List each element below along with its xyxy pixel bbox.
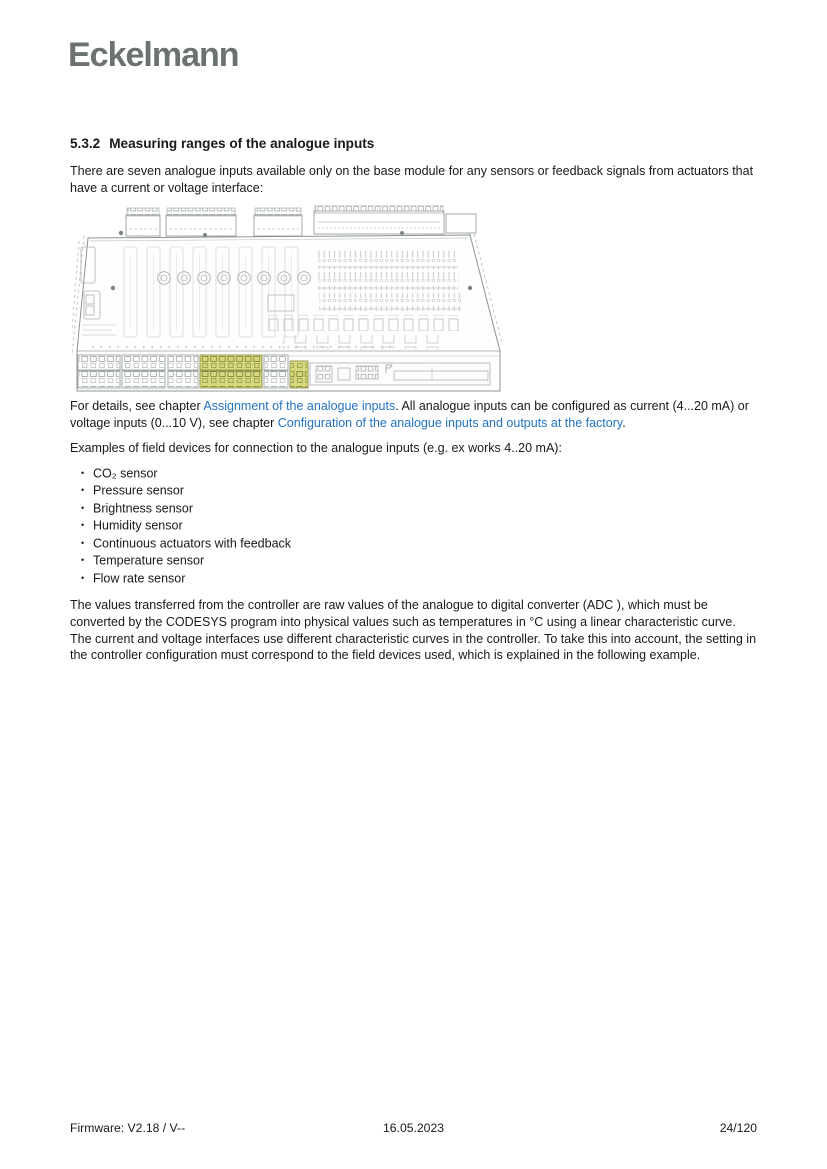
details-text-3: . <box>622 415 626 430</box>
link-assignment-analogue-inputs[interactable]: Assignment of the analogue inputs <box>203 399 396 414</box>
eckelmann-logo: Eckelmann <box>68 36 239 74</box>
list-item-label: Continuous actuators with feedback <box>93 536 292 551</box>
bullet-icon: • <box>81 520 85 531</box>
footer-firmware-version: Firmware: V2.18 / V-- <box>70 1121 186 1135</box>
list-item-label: Temperature sensor <box>93 553 205 568</box>
bullet-icon: • <box>81 485 85 496</box>
section-title: Measuring ranges of the analogue inputs <box>109 136 375 151</box>
list-item <box>81 552 758 570</box>
bullet-icon: • <box>81 537 85 548</box>
controller-diagram-figure <box>72 205 758 395</box>
bullet-icon: • <box>81 572 85 583</box>
bullet-icon: • <box>81 555 85 566</box>
list-item <box>81 465 758 483</box>
list-item <box>81 500 758 518</box>
list-item <box>81 570 758 588</box>
examples-intro-paragraph: Examples of field devices for connection to the analogue inputs (e.g. ex works 4..20 mA): <box>70 441 562 456</box>
top-terminal-connectors <box>126 205 476 236</box>
details-text-2: . All analogue inputs can be configured as current (4...20 mA) or voltage inputs (0...10 V), see chapter <box>70 399 749 430</box>
list-item <box>81 482 758 500</box>
page-footer <box>70 1121 757 1136</box>
section-number: 5.3.2 <box>70 136 101 151</box>
list-item-label: Pressure sensor <box>93 483 185 498</box>
list-item <box>81 535 758 553</box>
bullet-icon: • <box>81 502 85 513</box>
page-content <box>70 136 758 673</box>
list-item-label: Brightness sensor <box>93 501 194 516</box>
bullet-icon: • <box>81 467 85 478</box>
intro-paragraph: There are seven analogue inputs available only on the base module for any sensors or feedback signals from actuators that have a current or voltage interface: <box>70 164 754 195</box>
list-item-label: Flow rate sensor <box>93 571 186 586</box>
details-text-1: For details, see chapter <box>70 399 204 414</box>
footer-page-number: 24/120 <box>719 1121 757 1135</box>
details-paragraph <box>70 398 758 431</box>
adc-paragraph-1: The values transferred from the controller are raw values of the analogue to digital converter (ADC ), which must be converted by the CODESYS program into physical values such as temperatures in °C using a linear characteristic curve. <box>70 598 736 630</box>
adc-paragraph-2: The current and voltage interfaces use different characteristic curves in the controller. To take this into account, the setting in the controller configuration must correspond to the field devices used, which is explained in the following example. <box>70 631 757 663</box>
right-bottom-components <box>310 363 490 385</box>
link-configuration-analogue-io[interactable]: Configuration of the analogue inputs and outputs at the factory <box>277 415 623 430</box>
footer-date: 16.05.2023 <box>383 1121 444 1135</box>
controller-diagram-svg <box>72 205 502 395</box>
section-heading <box>70 136 758 151</box>
list-item-label: CO₂ sensor <box>93 466 158 481</box>
field-device-list <box>70 465 758 588</box>
list-item-label: Humidity sensor <box>93 518 183 533</box>
list-item <box>81 517 758 535</box>
